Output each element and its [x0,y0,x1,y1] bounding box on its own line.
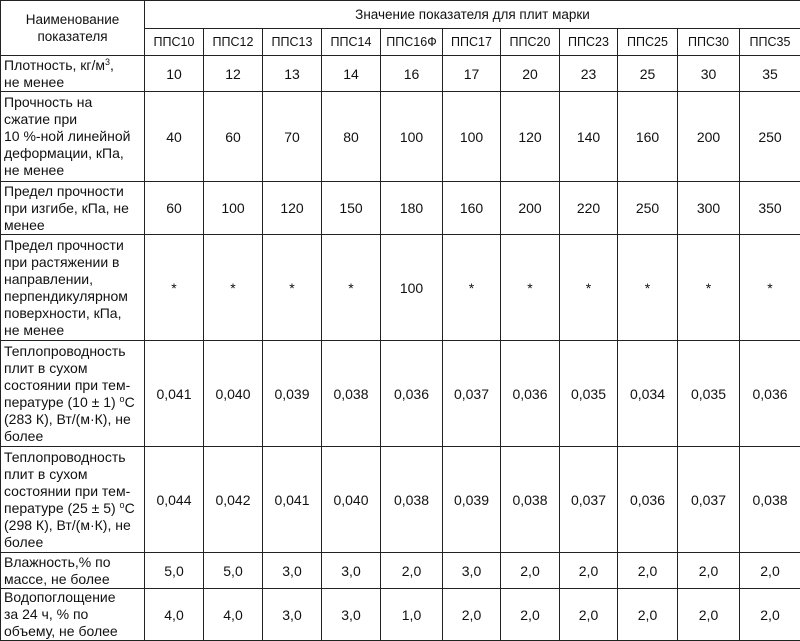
value-cell: 3,0 [322,553,381,589]
grade-header: ППС14 [322,29,381,56]
value-cell: 100 [381,235,443,341]
value-cell: * [322,235,381,341]
value-cell: 150 [322,182,381,235]
parameter-name [1,553,145,589]
superscript: о [120,394,125,404]
value-cell: 100 [443,92,501,182]
table-row [1,92,800,182]
value-cell: 200 [678,92,740,182]
value-cell: * [678,235,740,341]
value-cell: 3,0 [263,553,322,589]
value-cell: 0,036 [618,447,678,553]
value-cell: 4,0 [145,589,204,641]
value-cell: * [443,235,501,341]
grade-values-header: Значение показателя для плит марки [145,1,800,29]
value-cell: 220 [560,182,618,235]
value-cell: 12 [204,56,263,92]
table-row [1,182,800,235]
value-cell: 0,038 [322,341,381,447]
value-cell: * [501,235,560,341]
value-cell: 2,0 [443,589,501,641]
value-cell: 120 [501,92,560,182]
value-cell: 0,036 [740,341,800,447]
grade-header: ППС35 [740,29,800,56]
value-cell: 120 [263,182,322,235]
value-cell: * [740,235,800,341]
value-cell: 17 [443,56,501,92]
value-cell: 0,040 [322,447,381,553]
value-cell: 0,035 [560,341,618,447]
grade-header: ППС20 [501,29,560,56]
value-cell: 3,0 [443,553,501,589]
value-cell: 100 [381,92,443,182]
value-cell: 60 [204,92,263,182]
value-cell: 3,0 [322,589,381,641]
grade-header: ППС16Ф [381,29,443,56]
parameter-text: Предел прочности при изгибе, кПа, не менее [4,183,129,233]
parameter-text: Предел прочности при растяжении в направлении, перпендикулярном поверхности, кПа, не менее [4,237,128,338]
table-row [1,589,800,641]
value-cell: 0,044 [145,447,204,553]
table-row [1,56,800,92]
value-cell: 0,035 [678,341,740,447]
value-cell: 250 [740,92,800,182]
value-cell: 0,038 [501,447,560,553]
value-cell: 2,0 [678,589,740,641]
value-cell: 0,040 [204,341,263,447]
table-row [1,447,800,553]
value-cell: 5,0 [145,553,204,589]
parameter-text: Плотность, кг/м [4,57,105,73]
parameter-text: Влажность,% по массе, не более [4,554,110,587]
table-row [1,341,800,447]
value-cell: 0,038 [381,447,443,553]
superscript: о [120,500,125,510]
grade-header: ППС23 [560,29,618,56]
value-cell: 13 [263,56,322,92]
value-cell: 0,039 [263,341,322,447]
value-cell: 2,0 [560,589,618,641]
value-cell: * [560,235,618,341]
value-cell: 0,034 [618,341,678,447]
value-cell: 35 [740,56,800,92]
parameter-text: С (298 К), Вт/(м·К), не более [4,500,135,550]
value-cell: 5,0 [204,553,263,589]
parameter-text: Теплопроводность плит в сухом состоянии при тем- пературе (25 ± 5) [4,449,130,516]
value-cell: 23 [560,56,618,92]
value-cell: 0,041 [263,447,322,553]
value-cell: 10 [145,56,204,92]
grade-header: ППС10 [145,29,204,56]
superscript: 3 [105,57,110,67]
value-cell: 2,0 [501,553,560,589]
value-cell: 160 [443,182,501,235]
grade-header: ППС30 [678,29,740,56]
value-cell: 300 [678,182,740,235]
parameter-name [1,447,145,553]
value-cell: * [204,235,263,341]
value-cell: 80 [322,92,381,182]
value-cell: 350 [740,182,800,235]
table-row [1,235,800,341]
value-cell: 2,0 [678,553,740,589]
value-cell: 1,0 [381,589,443,641]
value-cell: 3,0 [263,589,322,641]
value-cell: 250 [618,182,678,235]
value-cell: 2,0 [618,553,678,589]
value-cell: 2,0 [740,553,800,589]
grade-header: ППС12 [204,29,263,56]
grade-header: ППС17 [443,29,501,56]
value-cell: 0,042 [204,447,263,553]
value-cell: 20 [501,56,560,92]
value-cell: 70 [263,92,322,182]
header-row [1,1,800,29]
value-cell: 200 [501,182,560,235]
value-cell: 0,037 [678,447,740,553]
value-cell: 0,036 [501,341,560,447]
value-cell: 0,036 [381,341,443,447]
value-cell: 16 [381,56,443,92]
parameter-name [1,92,145,182]
parameter-name-header: Наименование показателя [1,1,145,56]
value-cell: 25 [618,56,678,92]
value-cell: 0,039 [443,447,501,553]
value-cell: * [263,235,322,341]
value-cell: 2,0 [618,589,678,641]
parameter-text: Водопоглощение за 24 ч, % по объему, не более [4,589,118,639]
value-cell: 0,037 [443,341,501,447]
value-cell: 2,0 [501,589,560,641]
value-cell: 100 [204,182,263,235]
value-cell: 2,0 [381,553,443,589]
value-cell: 4,0 [204,589,263,641]
value-cell: 0,041 [145,341,204,447]
parameter-name [1,341,145,447]
parameter-name [1,182,145,235]
parameter-name [1,235,145,341]
parameter-name [1,589,145,641]
value-cell: * [618,235,678,341]
value-cell: 160 [618,92,678,182]
parameter-name [1,56,145,92]
value-cell: 0,038 [740,447,800,553]
value-cell: 60 [145,182,204,235]
value-cell: 0,037 [560,447,618,553]
value-cell: * [145,235,204,341]
value-cell: 40 [145,92,204,182]
value-cell: 2,0 [560,553,618,589]
value-cell: 14 [322,56,381,92]
value-cell: 140 [560,92,618,182]
table-row [1,553,800,589]
value-cell: 2,0 [740,589,800,641]
parameter-text: , не менее [4,57,114,90]
grade-header: ППС13 [263,29,322,56]
parameter-text: С (283 К), Вт/(м·К), не более [4,394,135,444]
parameter-text: Теплопроводность плит в сухом состоянии при тем- пературе (10 ± 1) [4,343,130,410]
grade-header: ППС25 [618,29,678,56]
value-cell: 30 [678,56,740,92]
parameter-text: Прочность на сжатие при 10 %-ной линейной деформации, кПа, не менее [4,94,130,178]
value-cell: 180 [381,182,443,235]
